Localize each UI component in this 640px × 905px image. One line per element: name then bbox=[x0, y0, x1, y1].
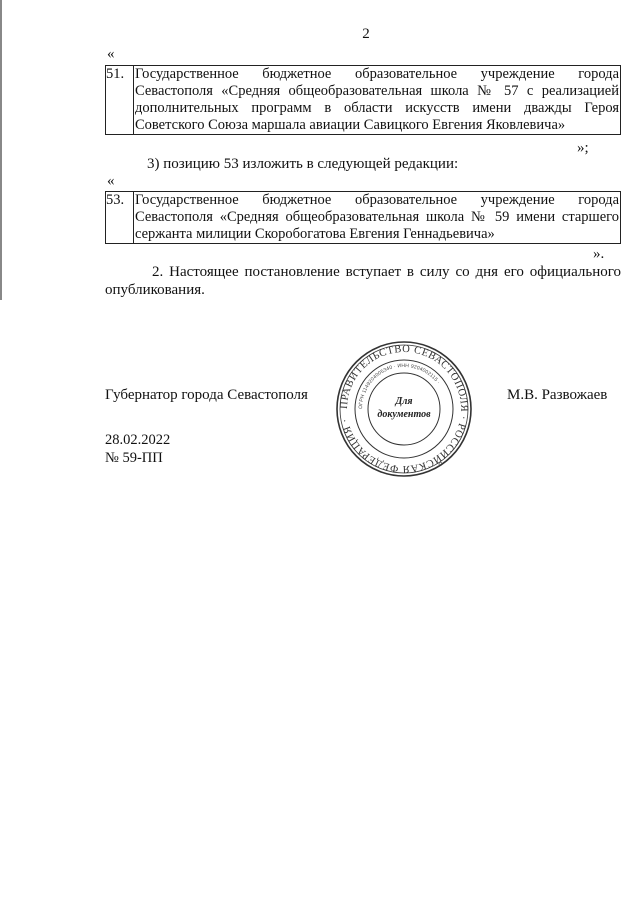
paragraph-effective-date: 2. Настоящее постановление вступает в силу со дня его официального опубликования. bbox=[105, 264, 621, 298]
entry-text-51: Государственное бюджетное образовательное учреждение города Севастополя «Средняя общеобразовательная школа № 57 с реализацией дополнительных программ в области искусств имени дважды Героя Советского Союза маршала авиации Савицкого Евгения Яковлевича» bbox=[135, 66, 619, 133]
entry-number-53: 53. bbox=[106, 192, 134, 244]
scan-edge-line bbox=[0, 0, 2, 300]
page-number: 2 bbox=[362, 26, 370, 42]
seal-outer-text: ПРАВИТЕЛЬСТВО СЕВАСТОПОЛЯ · РОССИЙСКАЯ ФЕДЕРАЦИЯ · bbox=[338, 343, 470, 475]
table-row bbox=[106, 66, 621, 135]
seal-inner-text: ОГРН 1149204005340 · ИНН 9204002115 · bbox=[357, 362, 442, 410]
instruction-position-53: 3) позицию 53 изложить в следующей редакции: bbox=[147, 156, 459, 172]
entry-text-53: Государственное бюджетное образовательное учреждение города Севастополя «Средняя общеобразовательная школа № 59 имени старшего сержанта милиции Скоробогатова Евгения Геннадьевича» bbox=[135, 192, 619, 242]
signer-name: М.В. Развожаев bbox=[507, 387, 608, 403]
signer-title: Губернатор города Севастополя bbox=[105, 387, 308, 403]
seal-center-line-2: документов bbox=[377, 409, 431, 420]
document-number: № 59-ПП bbox=[105, 450, 163, 466]
opening-quote-51: « bbox=[107, 46, 115, 62]
closing-quote-51: »; bbox=[577, 140, 589, 156]
closing-quote-53: ». bbox=[593, 246, 605, 262]
entry-table-51 bbox=[105, 65, 621, 135]
entry-number-51: 51. bbox=[106, 66, 134, 135]
document-date: 28.02.2022 bbox=[105, 432, 171, 448]
entry-table-53 bbox=[105, 191, 621, 244]
official-seal bbox=[335, 340, 473, 478]
opening-quote-53: « bbox=[107, 173, 115, 189]
seal-center-line-1: Для bbox=[395, 396, 413, 407]
table-row bbox=[106, 192, 621, 244]
